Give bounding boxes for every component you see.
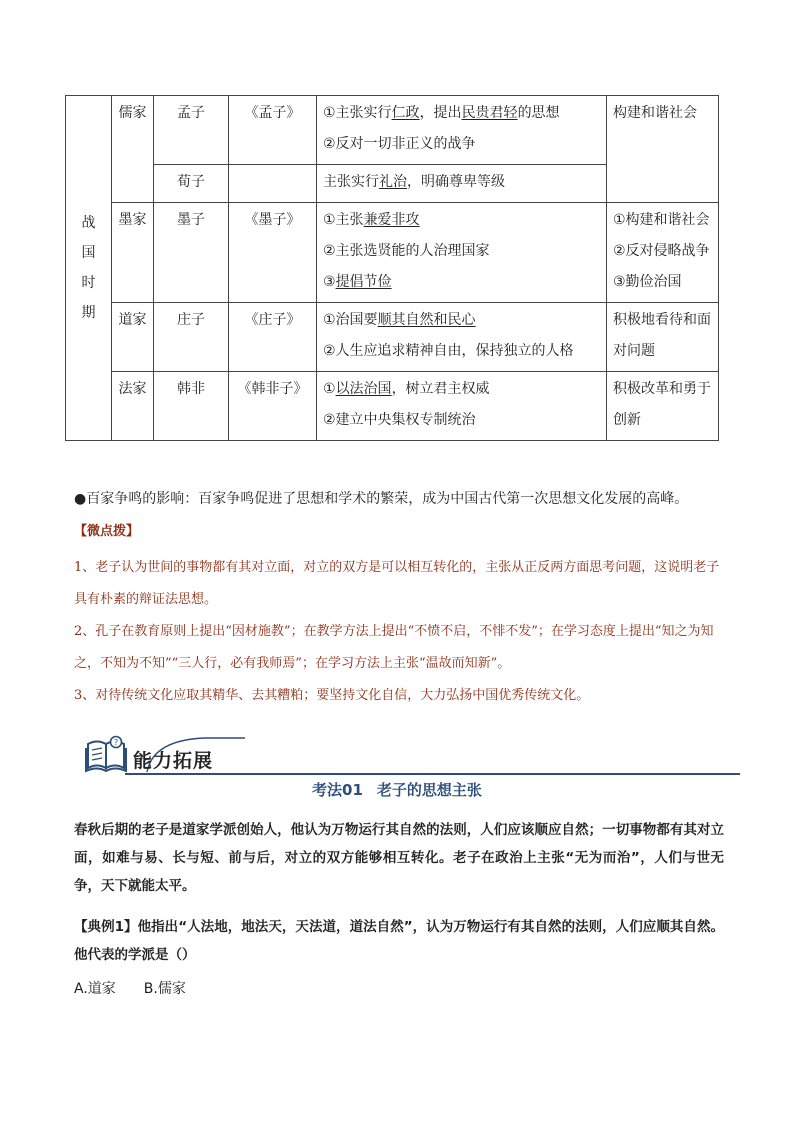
person-cell: 孟子 <box>154 96 229 165</box>
table-row <box>66 303 719 372</box>
section-divider <box>125 773 740 775</box>
period-char: 期 <box>81 305 96 321</box>
book-icon <box>85 734 129 774</box>
person-cell: 庄子 <box>154 303 229 372</box>
school-cell: 道家 <box>112 303 154 372</box>
tips-block <box>74 520 724 712</box>
topic-name: 老子的思想主张 <box>376 781 482 799</box>
key-term: 顺其自然和民心 <box>377 312 476 328</box>
section-header <box>85 732 740 777</box>
significance-cell: 构建和谐社会 <box>607 96 719 203</box>
ideas-cell: ①以法治国，树立君主权威 ②建立中央集权专制统治 <box>317 372 607 441</box>
significance-cell: 积极改革和勇于创新 <box>607 372 719 441</box>
person-cell: 墨子 <box>154 203 229 303</box>
book-cell <box>229 165 317 203</box>
school-cell: 法家 <box>112 372 154 441</box>
table-row <box>66 372 719 441</box>
book-cell: 《墨子》 <box>229 203 317 303</box>
impact-note: ●百家争鸣的影响：百家争鸣促进了思想和学术的繁荣，成为中国古代第一次思想文化发展的高峰。 <box>74 491 689 507</box>
period-char: 战 <box>81 215 96 231</box>
person-cell: 荀子 <box>154 165 229 203</box>
key-term: 提倡节俭 <box>335 274 392 290</box>
tip-item: 3、对待传统文化应取其精华、去其糟粕；要坚持文化自信，大力弘扬中国优秀传统文化。 <box>74 688 590 703</box>
example-question: 【典例1】他指出“人法地，地法天，天法道，道法自然”，认为万物运行有其自然的法则，人们应顺其自然。他代表的学派是（） <box>74 919 724 963</box>
period-char: 国 <box>81 245 96 261</box>
person-cell: 韩非 <box>154 372 229 441</box>
svg-text:?: ? <box>113 738 119 747</box>
topic-code: 考法01 <box>312 781 363 799</box>
significance-cell: ①构建和谐社会 ②反对侵略战争 ③勤俭治国 <box>607 203 719 303</box>
key-term: 仁政 <box>391 105 420 121</box>
book-cell: 《孟子》 <box>229 96 317 165</box>
school-cell: 儒家 <box>112 96 154 203</box>
topic-heading <box>0 779 794 800</box>
table-row <box>66 203 719 303</box>
period-cell <box>66 96 112 441</box>
school-cell: 墨家 <box>112 203 154 303</box>
book-cell: 《庄子》 <box>229 303 317 372</box>
tip-item: 2、孔子在教育原则上提出“因材施教”；在教学方法上提出“不愤不启，不悱不发”；在学习态度上提出“知之为知之，不知为不知”“三人行，必有我师焉”；在学习方法上主张“温故而知新”。 <box>74 624 714 671</box>
key-term: 以法治国 <box>335 381 392 397</box>
section-title: 能力拓展 <box>133 750 214 772</box>
intro-paragraph: 春秋后期的老子是道家学派创始人，他认为万物运行其自然的法则，人们应该顺应自然；一切事物都有其对立面，如难与易、长与短、前与后，对立的双方能够相互转化。老子在政治上主张“无为而治”，人们与世无争，天下就能太平。 <box>74 822 724 894</box>
tip-item: 1、老子认为世间的事物都有其对立面，对立的双方是可以相互转化的，主张从正反两方面思考问题，这说明老子具有朴素的辩证法思想。 <box>74 560 720 607</box>
period-char: 时 <box>81 275 96 291</box>
ideas-cell: ①治国要顺其自然和民心 ②人生应追求精神自由，保持独立的人格 <box>317 303 607 372</box>
tips-title: 【微点拨】 <box>74 524 140 539</box>
ideas-cell: ①主张兼爱非攻 ②主张选贤能的人治理国家 ③提倡节俭 <box>317 203 607 303</box>
answer-options <box>74 978 186 998</box>
key-term: 兼爱非攻 <box>363 212 420 228</box>
key-term: 民贵君轻 <box>461 105 518 121</box>
book-cell: 《韩非子》 <box>229 372 317 441</box>
option-b[interactable]: B.儒家 <box>143 981 186 997</box>
schools-table <box>65 95 719 441</box>
ideas-cell: 主张实行礼治，明确尊卑等级 <box>317 165 607 203</box>
key-term: 礼治 <box>379 174 407 190</box>
option-a[interactable]: A.道家 <box>74 981 116 997</box>
table-row <box>66 96 719 165</box>
significance-cell: 积极地看待和面对问题 <box>607 303 719 372</box>
ideas-cell: ①主张实行仁政，提出民贵君轻的思想 ②反对一切非正义的战争 <box>317 96 607 165</box>
